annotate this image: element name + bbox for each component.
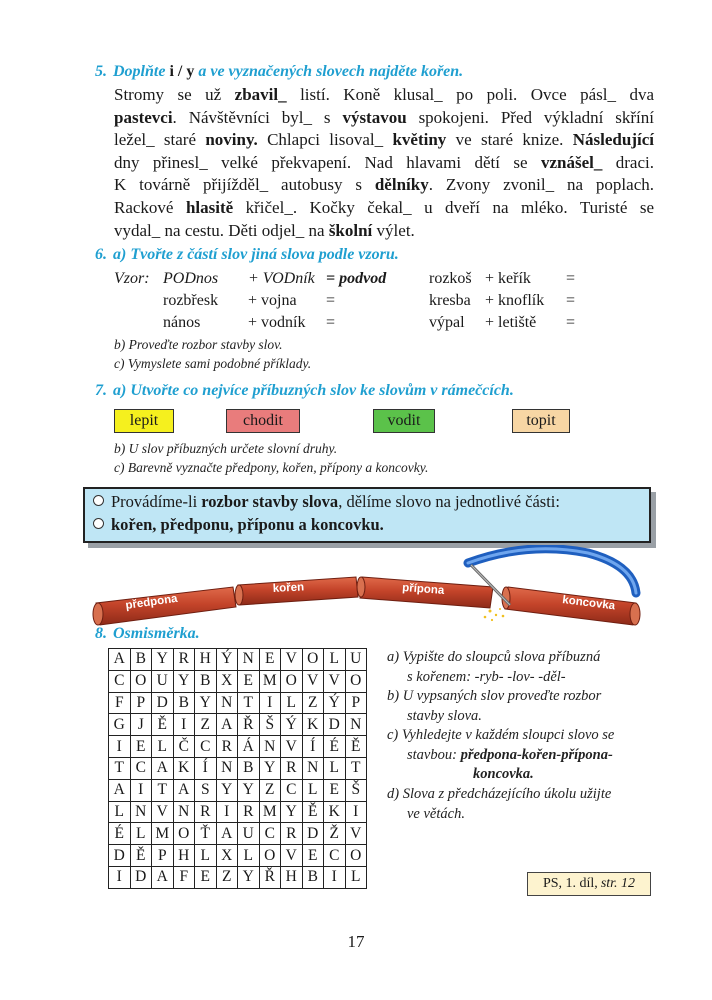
grid-cell[interactable]: R xyxy=(281,823,303,845)
grid-cell[interactable]: Y xyxy=(238,779,260,801)
ex5-text-segment: dny přinesl_ velké překvapení. Nad hlavami dětí se xyxy=(114,152,541,172)
grid-cell[interactable]: B xyxy=(130,649,152,671)
grid-cell[interactable]: É xyxy=(109,823,131,845)
grid-row xyxy=(109,736,367,758)
grid-cell[interactable]: Z xyxy=(302,692,324,714)
grid-cell[interactable]: V xyxy=(281,736,303,758)
grid-cell[interactable]: É xyxy=(324,736,346,758)
grid-cell[interactable]: A xyxy=(109,779,131,801)
ex6-right-eq: = xyxy=(566,314,576,331)
grid-cell[interactable]: A xyxy=(152,757,174,779)
grid-cell[interactable]: I xyxy=(173,714,195,736)
grid-cell[interactable]: O xyxy=(302,649,324,671)
ex5-text xyxy=(114,84,654,242)
grid-row xyxy=(109,649,367,671)
grid-cell[interactable]: C xyxy=(109,670,131,692)
label-koren: kořen xyxy=(272,581,305,595)
grid-cell[interactable]: X xyxy=(216,670,238,692)
grid-cell[interactable]: A xyxy=(216,823,238,845)
ex7-heading: 7. a) Utvořte co nejvíce příbuzných slov ke slovům v rámečcích. xyxy=(95,382,514,399)
ex5-text-segment: Stromy se už xyxy=(114,85,235,104)
ex5-text-segment: . Zvony zvonil_ na poplach. xyxy=(428,175,654,195)
grid-cell[interactable]: K xyxy=(173,757,195,779)
grid-cell[interactable]: K xyxy=(302,714,324,736)
vzor-word2: + VODník xyxy=(248,270,315,287)
grid-cell[interactable]: E xyxy=(238,670,260,692)
grid-cell[interactable]: N xyxy=(345,714,367,736)
grid-cell[interactable]: Š xyxy=(345,779,367,801)
ex5-line xyxy=(114,129,654,152)
grid-cell[interactable]: H xyxy=(195,649,217,671)
grid-cell[interactable]: R xyxy=(195,801,217,823)
grid-cell[interactable]: L xyxy=(130,823,152,845)
grid-row xyxy=(109,670,367,692)
grid-cell[interactable]: R xyxy=(238,801,260,823)
grid-cell[interactable]: Á xyxy=(238,736,260,758)
grid-cell[interactable]: V xyxy=(281,845,303,867)
grid-cell[interactable]: U xyxy=(152,670,174,692)
ex5-text-segment: výlet. xyxy=(372,220,415,240)
sawdust-icon xyxy=(484,608,505,621)
info-line-2: kořen, předponu, příponu a koncovku. xyxy=(93,515,384,535)
grid-cell[interactable]: G xyxy=(109,714,131,736)
ex8-task-d: d) Slova z předcházejícího úkolu užijte ve větách. xyxy=(387,786,612,822)
ex7-task-c: c) Barevně vyznačte předpony, kořen, přípony a koncovky. xyxy=(114,460,429,475)
ex5-line xyxy=(114,174,654,197)
grid-cell[interactable]: U xyxy=(345,649,367,671)
ex8-task-a: a) Vypište do sloupců slova příbuzná s kořenem: -ryb- -lov- -děl- xyxy=(387,649,601,685)
grid-row xyxy=(109,845,367,867)
grid-cell[interactable]: D xyxy=(302,823,324,845)
grid-cell[interactable]: E xyxy=(195,866,217,888)
grid-cell[interactable]: Z xyxy=(216,866,238,888)
grid-cell[interactable]: L xyxy=(152,736,174,758)
grid-cell[interactable]: O xyxy=(173,823,195,845)
grid-cell[interactable]: S xyxy=(195,779,217,801)
ex5-bold-word: pastevci xyxy=(114,107,173,127)
info-line-1: Provádíme-li rozbor stavby slova, dělíme slovo na jednotlivé části: xyxy=(93,492,560,512)
grid-cell[interactable]: A xyxy=(109,649,131,671)
grid-cell[interactable]: O xyxy=(345,845,367,867)
grid-cell[interactable]: N xyxy=(216,692,238,714)
grid-cell[interactable]: L xyxy=(195,845,217,867)
grid-cell[interactable]: L xyxy=(324,649,346,671)
ex5-text-segment: ve staré knize. xyxy=(446,130,573,150)
grid-cell[interactable]: Y xyxy=(216,779,238,801)
grid-cell[interactable]: P xyxy=(345,692,367,714)
grid-cell[interactable]: B xyxy=(302,866,324,888)
grid-cell[interactable]: Ť xyxy=(195,823,217,845)
grid-row xyxy=(109,801,367,823)
grid-cell[interactable]: J xyxy=(130,714,152,736)
ex6-right-word: + knoflík xyxy=(485,292,545,309)
ex5-line xyxy=(114,84,654,107)
ex5-bold-word: Následující xyxy=(572,130,654,150)
grid-cell[interactable]: X xyxy=(216,845,238,867)
grid-cell[interactable]: Ě xyxy=(152,714,174,736)
grid-cell[interactable]: Y xyxy=(152,649,174,671)
ex7-task-b: b) U slov příbuzných určete slovní druhy. xyxy=(114,441,338,456)
word-box-vodit: vodit xyxy=(373,409,435,433)
grid-cell[interactable]: Í xyxy=(195,757,217,779)
grid-cell[interactable]: Ý xyxy=(216,649,238,671)
grid-cell[interactable]: Z xyxy=(259,779,281,801)
grid-cell[interactable]: T xyxy=(109,757,131,779)
grid-cell[interactable]: V xyxy=(281,649,303,671)
ex5-line xyxy=(114,152,654,175)
bullet-icon xyxy=(93,518,104,529)
ex5-text-segment: vydal_ na cestu. Děti odjel_ na xyxy=(114,220,329,240)
grid-cell[interactable]: I xyxy=(345,801,367,823)
grid-cell[interactable]: N xyxy=(130,801,152,823)
grid-cell[interactable]: D xyxy=(324,714,346,736)
grid-cell[interactable]: R xyxy=(173,649,195,671)
ex5-bold-word: školní xyxy=(328,220,373,240)
grid-cell[interactable]: B xyxy=(173,692,195,714)
grid-cell[interactable]: L xyxy=(109,801,131,823)
grid-cell[interactable]: V xyxy=(152,801,174,823)
grid-cell[interactable]: B xyxy=(195,670,217,692)
grid-cell[interactable]: Z xyxy=(195,714,217,736)
grid-cell[interactable]: Y xyxy=(238,866,260,888)
word-box-chodit: chodit xyxy=(226,409,300,433)
grid-cell[interactable]: K xyxy=(324,801,346,823)
grid-cell[interactable]: Ž xyxy=(324,823,346,845)
ex6-right-eq: = xyxy=(566,292,576,309)
info-box xyxy=(83,487,651,543)
label-koncovka: koncovka xyxy=(561,594,616,613)
grid-row xyxy=(109,714,367,736)
ex8-task-c: c) Vyhledejte v každém sloupci slovo se stavbou: předpona-kořen-přípona- koncovka. xyxy=(387,727,615,782)
ex5-heading: 5. Doplňte i / y a ve vyznačených slovech najděte kořen. xyxy=(95,63,464,80)
ex5-text-segment: Chlapci lisoval_ xyxy=(257,130,393,150)
grid-cell[interactable]: N xyxy=(259,736,281,758)
ex8-heading: 8. Osmisměrka. xyxy=(95,625,200,642)
grid-cell[interactable]: P xyxy=(152,845,174,867)
grid-cell[interactable]: L xyxy=(324,757,346,779)
grid-row xyxy=(109,757,367,779)
grid-cell[interactable]: E xyxy=(324,779,346,801)
grid-cell[interactable]: P xyxy=(130,692,152,714)
ex5-text-segment: křičel_. Kočky čekal_ u dveří na mléko. Turisté se xyxy=(233,197,654,217)
page-number: 17 xyxy=(347,932,365,951)
grid-cell[interactable]: Č xyxy=(173,736,195,758)
grid-cell[interactable]: Ě xyxy=(345,736,367,758)
grid-cell[interactable]: F xyxy=(109,692,131,714)
grid-cell[interactable]: C xyxy=(281,779,303,801)
label-pripona: přípona xyxy=(401,582,445,597)
grid-cell[interactable]: E xyxy=(130,736,152,758)
ex6-right-word: + letiště xyxy=(485,314,537,331)
grid-cell[interactable]: Y xyxy=(173,670,195,692)
grid-cell[interactable]: A xyxy=(152,866,174,888)
grid-cell[interactable]: O xyxy=(259,845,281,867)
ex6-right-word: rozkoš xyxy=(429,270,472,287)
grid-cell[interactable]: I xyxy=(216,801,238,823)
grid-cell[interactable]: Ř xyxy=(259,866,281,888)
grid-cell[interactable]: Y xyxy=(195,692,217,714)
grid-cell[interactable]: T xyxy=(345,757,367,779)
grid-cell[interactable]: C xyxy=(130,757,152,779)
ex6-task-c: c) Vymyslete sami podobné příklady. xyxy=(114,356,312,371)
grid-row xyxy=(109,692,367,714)
ex6-heading: 6. a) Tvořte z částí slov jiná slova podle vzoru. xyxy=(95,246,399,263)
grid-cell[interactable]: M xyxy=(259,801,281,823)
grid-cell[interactable]: Y xyxy=(259,757,281,779)
grid-cell[interactable]: O xyxy=(281,670,303,692)
bullet-icon xyxy=(93,495,104,506)
grid-cell[interactable]: I xyxy=(259,692,281,714)
grid-cell[interactable]: C xyxy=(259,823,281,845)
grid-cell[interactable]: R xyxy=(281,757,303,779)
grid-cell[interactable]: L xyxy=(238,845,260,867)
grid-cell[interactable]: E xyxy=(259,649,281,671)
grid-cell[interactable]: R xyxy=(216,736,238,758)
grid-cell[interactable]: N xyxy=(173,801,195,823)
ex6-left-word: rozbřesk xyxy=(163,292,219,309)
ex5-line xyxy=(114,197,654,220)
grid-cell[interactable]: Í xyxy=(302,736,324,758)
grid-cell[interactable]: U xyxy=(238,823,260,845)
grid-cell[interactable]: N xyxy=(238,649,260,671)
grid-cell[interactable]: A xyxy=(216,714,238,736)
grid-row xyxy=(109,779,367,801)
grid-cell[interactable]: L xyxy=(302,779,324,801)
ex6-right-word: výpal xyxy=(429,314,465,331)
ex6-left-word: + vojna xyxy=(248,292,297,309)
ex5-text-segment: draci. xyxy=(602,152,654,172)
grid-cell[interactable]: Ř xyxy=(238,714,260,736)
grid-cell[interactable]: H xyxy=(281,866,303,888)
grid-cell[interactable]: I xyxy=(130,779,152,801)
grid-cell[interactable]: H xyxy=(173,845,195,867)
word-search-grid xyxy=(108,648,367,889)
grid-cell[interactable]: M xyxy=(152,823,174,845)
grid-cell[interactable]: M xyxy=(259,670,281,692)
label-predpona: předpona xyxy=(124,592,179,612)
ex6-left-eq: = xyxy=(326,292,336,309)
grid-cell[interactable]: L xyxy=(345,866,367,888)
ex5-bold-word: dělníky xyxy=(374,175,429,195)
grid-cell[interactable]: E xyxy=(302,845,324,867)
grid-cell[interactable]: I xyxy=(109,866,131,888)
grid-cell[interactable]: A xyxy=(173,779,195,801)
grid-cell[interactable]: Ý xyxy=(324,692,346,714)
grid-cell[interactable]: C xyxy=(195,736,217,758)
word-box-lepit: lepit xyxy=(114,409,174,433)
grid-cell[interactable]: T xyxy=(152,779,174,801)
ex5-text-segment: ležel_ staré xyxy=(114,130,206,150)
grid-cell[interactable]: D xyxy=(152,692,174,714)
grid-cell[interactable]: Š xyxy=(259,714,281,736)
grid-cell[interactable]: L xyxy=(281,692,303,714)
grid-cell[interactable]: V xyxy=(324,670,346,692)
grid-cell[interactable]: Ý xyxy=(281,714,303,736)
ex6-right-word: kresba xyxy=(429,292,471,309)
ex6-left-eq: = xyxy=(326,314,336,331)
grid-cell[interactable]: N xyxy=(216,757,238,779)
vzor-result: = podvod xyxy=(326,270,387,287)
grid-cell[interactable]: B xyxy=(238,757,260,779)
ex5-text-segment: . Návštěvníci byl_ s xyxy=(172,107,343,127)
grid-row xyxy=(109,866,367,888)
vzor-label: Vzor: xyxy=(114,270,150,287)
ex5-bold-word: výstavou xyxy=(342,107,407,127)
ex8-task-b: b) U vypsaných slov proveďte rozbor stavby slova. xyxy=(387,688,602,724)
grid-cell[interactable]: V xyxy=(302,670,324,692)
grid-cell[interactable]: I xyxy=(324,866,346,888)
ex5-line xyxy=(114,107,654,130)
ex5-bold-word: zbavil_ xyxy=(234,85,287,104)
ex5-bold-word: květiny xyxy=(392,130,447,150)
ex5-text-segment: spokojeni. Před výkladní skříní xyxy=(406,107,654,127)
ex5-bold-word: vznášel_ xyxy=(540,152,603,172)
ex5-bold-word: noviny. xyxy=(205,130,258,150)
workbook-reference: PS, 1. díl, str. 12 xyxy=(527,872,651,896)
ex6-left-word: + vodník xyxy=(248,314,306,331)
word-box-topit: topit xyxy=(512,409,570,433)
grid-cell[interactable]: Y xyxy=(281,801,303,823)
grid-cell[interactable]: T xyxy=(238,692,260,714)
ex6-right-word: + keřík xyxy=(485,270,531,287)
vzor-word1: PODnos xyxy=(163,270,219,287)
grid-cell[interactable]: O xyxy=(130,670,152,692)
grid-cell[interactable]: F xyxy=(173,866,195,888)
grid-cell[interactable]: D xyxy=(130,866,152,888)
grid-cell[interactable]: V xyxy=(345,823,367,845)
ex5-bold-word: hlasitě xyxy=(185,197,234,217)
grid-cell[interactable]: I xyxy=(109,736,131,758)
grid-cell[interactable]: C xyxy=(324,845,346,867)
ex6-right-eq: = xyxy=(566,270,576,287)
grid-cell[interactable]: O xyxy=(345,670,367,692)
ex6-task-b: b) Proveďte rozbor stavby slov. xyxy=(114,337,283,352)
ex5-text-segment: K továrně přijížděl_ autobusy s xyxy=(114,175,375,195)
grid-cell[interactable]: Ě xyxy=(302,801,324,823)
grid-cell[interactable]: D xyxy=(109,845,131,867)
ex5-text-segment: listí. Koně klusal_ po poli. Ovce pásl_ dva xyxy=(286,85,654,104)
grid-row xyxy=(109,823,367,845)
ex5-text-segment: Rackové xyxy=(114,197,186,217)
ex6-left-word: nános xyxy=(163,314,201,331)
grid-cell[interactable]: N xyxy=(302,757,324,779)
grid-cell[interactable]: Ě xyxy=(130,845,152,867)
ex5-line xyxy=(114,220,654,243)
